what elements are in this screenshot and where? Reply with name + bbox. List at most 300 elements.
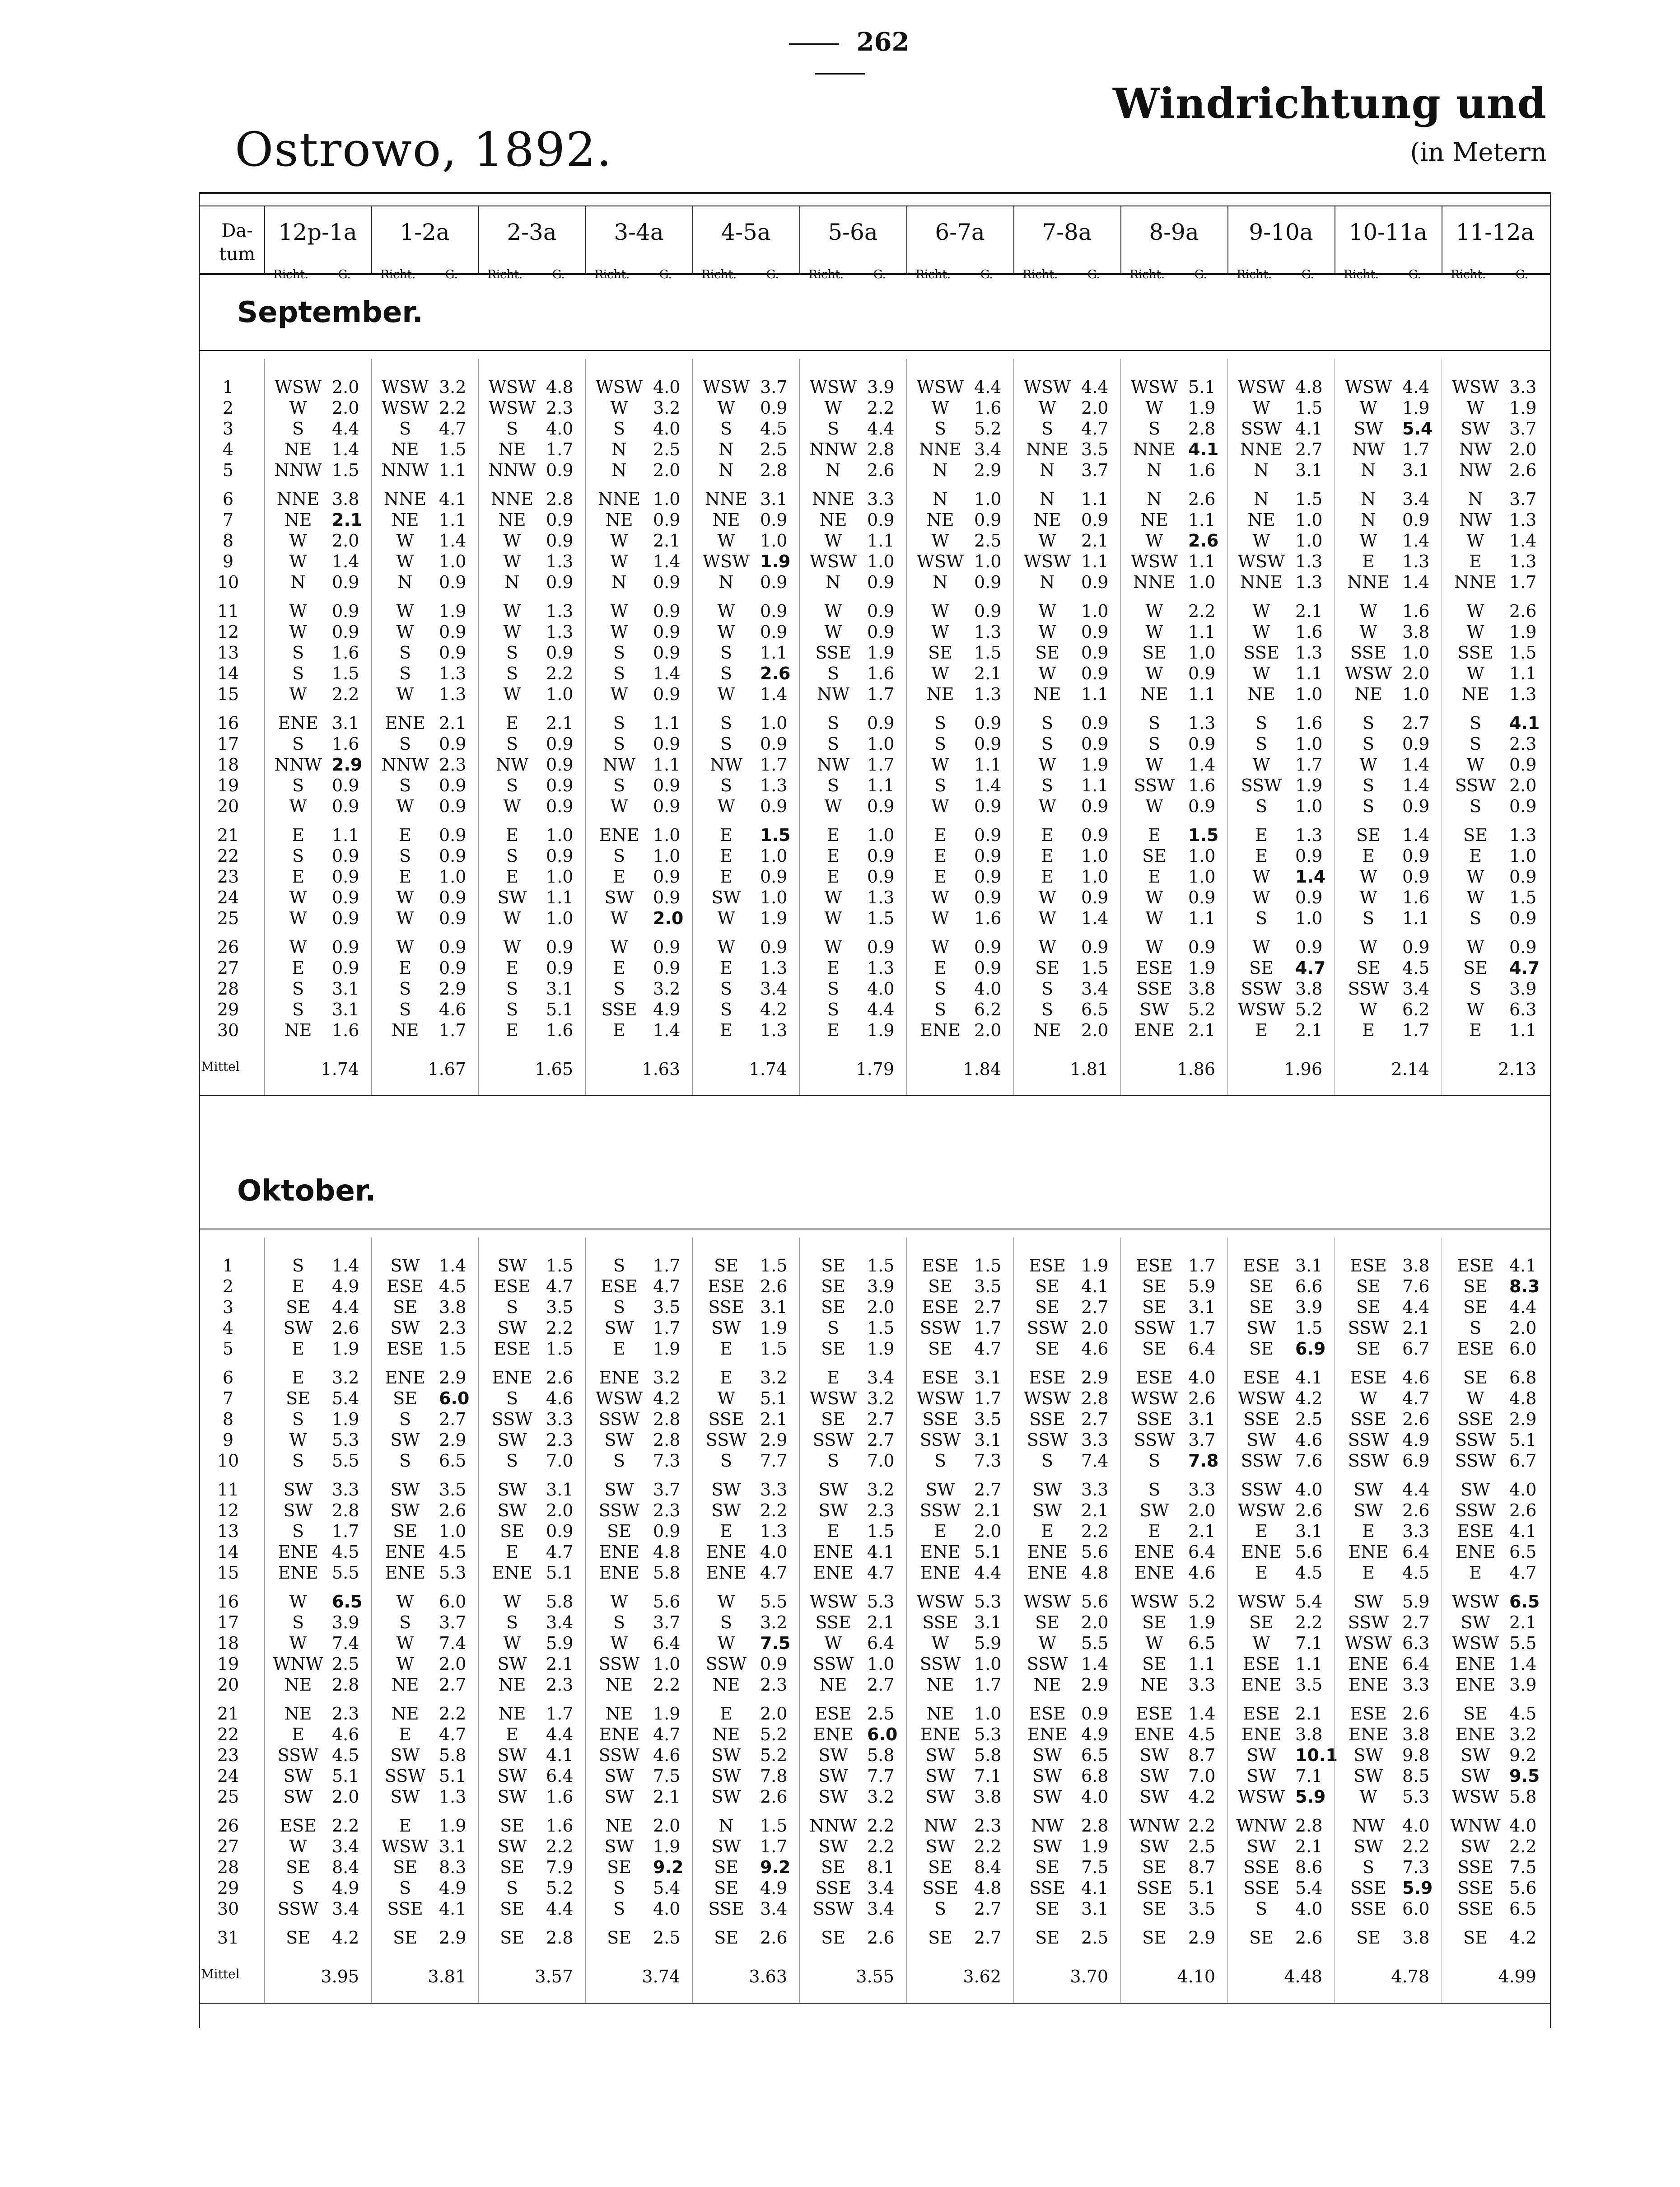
- wind-direction: S: [1255, 713, 1268, 733]
- wind-direction: E: [292, 1276, 304, 1296]
- wind-direction: SE: [286, 1928, 310, 1948]
- wind-speed: 1.0: [760, 713, 788, 733]
- wind-direction: NE: [926, 510, 954, 530]
- wind-speed: 2.6: [1188, 489, 1216, 509]
- wind-cell: [1013, 1409, 1120, 1430]
- wind-direction: E: [399, 958, 411, 978]
- wind-speed: 1.5: [546, 1339, 574, 1359]
- wind-direction: SW: [711, 1318, 741, 1338]
- wind-direction: SSW: [1455, 776, 1496, 795]
- wind-speed: 1.4: [653, 1020, 681, 1040]
- wind-speed: 2.6: [1295, 1500, 1323, 1520]
- day-number: 15: [217, 684, 239, 704]
- wind-direction: NE: [605, 1704, 633, 1724]
- wind-direction: SSW: [598, 1654, 640, 1674]
- wind-cell: [478, 1563, 585, 1584]
- wind-speed: 3.5: [974, 1409, 1002, 1429]
- wind-cell: [906, 1339, 1013, 1360]
- wind-cell: [585, 1837, 692, 1857]
- wind-direction: SSE: [1029, 1409, 1065, 1429]
- wind-cell: [1335, 958, 1442, 979]
- wind-cell: [906, 796, 1013, 817]
- wind-direction: WSW: [916, 1388, 964, 1408]
- wind-cell: [1442, 776, 1549, 796]
- wind-direction: SSW: [277, 1899, 319, 1919]
- wind-speed: 2.7: [1081, 1409, 1109, 1429]
- wind-speed: 1.0: [546, 825, 574, 845]
- wind-speed: 1.9: [1188, 398, 1216, 418]
- wind-direction: W: [931, 937, 949, 957]
- wind-direction: S: [506, 419, 518, 439]
- column-guide: [1013, 359, 1014, 1095]
- wind-direction: WSW: [1130, 377, 1178, 397]
- wind-speed: 2.6: [1402, 1704, 1430, 1724]
- wind-cell: [799, 551, 906, 572]
- wind-cell: [1120, 713, 1227, 734]
- wind-direction: W: [396, 796, 414, 816]
- wind-speed: 5.3: [439, 1563, 467, 1583]
- wind-cell: [906, 1787, 1013, 1808]
- wind-direction: SSW: [919, 1430, 961, 1450]
- wind-cell: [1335, 734, 1442, 755]
- wind-direction: N: [719, 460, 734, 480]
- wind-direction: SW: [497, 888, 527, 907]
- wind-cell: [906, 1928, 1013, 1949]
- column-guide: [906, 1238, 907, 2003]
- wind-direction: NE: [926, 1704, 954, 1724]
- wind-speed: 4.7: [1295, 958, 1326, 978]
- wind-direction: ENE: [599, 1724, 639, 1744]
- wind-cell: [1013, 1563, 1120, 1584]
- wind-cell: [692, 1878, 799, 1899]
- wind-speed: 1.0: [1188, 643, 1216, 663]
- wind-direction: SSW: [705, 1654, 747, 1674]
- wind-direction: SW: [925, 1787, 955, 1807]
- wind-speed: 3.3: [867, 489, 895, 509]
- wind-direction: SW: [1461, 1837, 1490, 1856]
- column-subheader: [478, 268, 585, 281]
- wind-speed: 1.0: [760, 888, 788, 907]
- wind-speed: 3.3: [1081, 1480, 1109, 1500]
- wind-speed: 1.0: [1081, 601, 1109, 621]
- day-number: 8: [222, 531, 234, 551]
- wind-cell: [1120, 377, 1227, 398]
- wind-direction: S: [934, 1451, 947, 1471]
- wind-speed: 2.1: [546, 713, 574, 733]
- wind-cell: [478, 1704, 585, 1724]
- wind-cell: [692, 489, 799, 510]
- wind-speed: 2.1: [974, 664, 1002, 683]
- wind-cell: [906, 1318, 1013, 1339]
- speed-label: G.: [1408, 268, 1421, 281]
- wind-speed: 8.4: [332, 1857, 359, 1877]
- wind-direction: S: [399, 1612, 411, 1632]
- wind-speed: 0.9: [974, 888, 1002, 907]
- wind-speed: 5.2: [1295, 1000, 1323, 1019]
- wind-cell: [264, 1276, 371, 1297]
- wind-direction: WSW: [916, 377, 964, 397]
- wind-speed: 0.9: [439, 846, 467, 866]
- wind-speed: 0.9: [546, 958, 574, 978]
- wind-cell: [906, 958, 1013, 979]
- wind-direction: SSW: [1241, 1451, 1282, 1471]
- wind-cell: [1013, 755, 1120, 776]
- wind-cell: [1013, 734, 1120, 755]
- wind-direction: NW: [602, 755, 636, 775]
- wind-speed: 0.9: [1188, 888, 1216, 907]
- wind-cell: [799, 796, 906, 817]
- wind-cell: [478, 908, 585, 929]
- wind-cell: [1335, 664, 1442, 684]
- wind-speed: 2.0: [332, 377, 359, 397]
- table-row: [199, 398, 1551, 419]
- wind-direction: E: [1041, 867, 1054, 887]
- wind-direction: SE: [1142, 1654, 1167, 1674]
- wind-cell: [1120, 1000, 1227, 1020]
- mittel-value: 3.57: [535, 1967, 573, 1986]
- wind-speed: 0.9: [1509, 755, 1537, 775]
- wind-direction: NNE: [597, 489, 641, 509]
- wind-speed: 2.2: [760, 1500, 788, 1520]
- wind-direction: N: [933, 489, 948, 509]
- wind-cell: [1227, 377, 1335, 398]
- table-row: [199, 510, 1551, 531]
- wind-cell: [478, 643, 585, 664]
- wind-cell: [1442, 1521, 1549, 1542]
- wind-cell: [264, 1318, 371, 1339]
- wind-speed: 1.5: [974, 1256, 1002, 1276]
- wind-direction: SW: [1353, 419, 1383, 439]
- wind-cell: [1442, 1787, 1549, 1808]
- wind-direction: SSE: [1457, 1899, 1493, 1919]
- wind-speed: 6.5: [1509, 1592, 1540, 1612]
- wind-cell: [1335, 1388, 1442, 1409]
- period-label: 9-10a: [1249, 219, 1313, 245]
- wind-direction: SW: [604, 1480, 634, 1500]
- wind-speed: 6.4: [867, 1633, 895, 1653]
- wind-direction: E: [934, 958, 947, 978]
- wind-cell: [799, 1521, 906, 1542]
- wind-direction: ENE: [385, 1542, 425, 1562]
- wind-cell: [692, 684, 799, 705]
- wind-speed: 9.8: [1402, 1745, 1430, 1765]
- wind-direction: SSE: [815, 643, 851, 663]
- wind-cell: [371, 684, 478, 705]
- wind-speed: 1.3: [1295, 572, 1323, 592]
- wind-cell: [692, 1430, 799, 1451]
- wind-direction: ESE: [1350, 1368, 1387, 1388]
- wind-cell: [799, 1704, 906, 1724]
- wind-cell: [264, 1704, 371, 1724]
- wind-speed: 3.3: [1402, 1521, 1430, 1541]
- wind-speed: 1.3: [439, 1787, 467, 1807]
- wind-direction: E: [1255, 1563, 1268, 1583]
- wind-speed: 6.0: [867, 1724, 898, 1744]
- wind-cell: [264, 1368, 371, 1388]
- wind-speed: 1.6: [332, 1020, 359, 1040]
- wind-cell: [906, 551, 1013, 572]
- wind-cell: [799, 419, 906, 439]
- wind-speed: 2.3: [332, 1704, 359, 1724]
- wind-cell: [1227, 1368, 1335, 1388]
- wind-cell: [478, 1542, 585, 1563]
- wind-direction: E: [827, 846, 840, 866]
- wind-direction: E: [1469, 551, 1482, 571]
- wind-speed: 3.7: [1509, 419, 1537, 439]
- wind-direction: W: [1038, 398, 1056, 418]
- wind-cell: [1013, 1899, 1120, 1920]
- wind-direction: WSW: [595, 1388, 643, 1408]
- wind-cell: [1335, 1451, 1442, 1472]
- wind-cell: [1120, 937, 1227, 958]
- wind-direction: SW: [1139, 1837, 1169, 1856]
- table-row: [199, 846, 1551, 867]
- wind-direction: W: [1359, 1000, 1377, 1019]
- wind-speed: 8.3: [1509, 1276, 1540, 1296]
- wind-cell: [1013, 888, 1120, 908]
- wind-cell: [799, 1256, 906, 1276]
- wind-cell: [799, 867, 906, 888]
- wind-direction: SW: [1461, 1766, 1490, 1786]
- column-guide: [1227, 359, 1228, 1095]
- wind-speed: 4.4: [1402, 1297, 1430, 1317]
- wind-direction: S: [399, 846, 411, 866]
- wind-direction: SE: [500, 1816, 524, 1836]
- wind-cell: [371, 1816, 478, 1837]
- wind-direction: W: [610, 551, 628, 571]
- wind-direction: ENE: [1455, 1675, 1496, 1695]
- wind-speed: 0.9: [1081, 713, 1109, 733]
- wind-direction: W: [1359, 867, 1377, 887]
- wind-speed: 0.9: [1081, 622, 1109, 642]
- wind-cell: [371, 551, 478, 572]
- period-header: [1442, 210, 1549, 280]
- wind-direction: W: [1466, 531, 1484, 551]
- wind-speed: 2.2: [1295, 1612, 1323, 1632]
- wind-speed: 5.8: [1509, 1787, 1537, 1807]
- wind-speed: 1.1: [867, 531, 895, 551]
- wind-direction: SE: [1035, 1276, 1059, 1296]
- wind-cell: [1227, 1563, 1335, 1584]
- wind-speed: 4.7: [653, 1724, 681, 1744]
- wind-direction: S: [720, 713, 733, 733]
- wind-speed: 2.2: [332, 1816, 359, 1836]
- wind-cell: [799, 1276, 906, 1297]
- wind-speed: 2.8: [760, 460, 788, 480]
- wind-cell: [585, 377, 692, 398]
- wind-cell: [371, 776, 478, 796]
- wind-cell: [264, 419, 371, 439]
- wind-direction: W: [289, 1633, 307, 1653]
- wind-speed: 4.5: [1295, 1563, 1323, 1583]
- wind-speed: 1.4: [974, 776, 1002, 795]
- wind-direction: W: [931, 796, 949, 816]
- wind-cell: [1120, 684, 1227, 705]
- wind-cell: [1442, 1878, 1549, 1899]
- wind-direction: N: [1361, 489, 1376, 509]
- wind-cell: [1442, 551, 1549, 572]
- wind-speed: 2.0: [974, 1521, 1002, 1541]
- wind-direction: S: [399, 643, 411, 663]
- wind-cell: [478, 489, 585, 510]
- wind-speed: 5.5: [760, 1592, 788, 1612]
- wind-speed: 6.8: [1081, 1766, 1109, 1786]
- wind-cell: [478, 825, 585, 846]
- mittel-value: 1.86: [1177, 1059, 1215, 1079]
- wind-speed: 2.0: [439, 1654, 467, 1674]
- wind-speed: 3.4: [1402, 979, 1430, 999]
- wind-cell: [692, 664, 799, 684]
- wind-cell: [264, 734, 371, 755]
- wind-speed: 3.9: [332, 1612, 359, 1632]
- wind-speed: 5.1: [1188, 377, 1216, 397]
- wind-direction: S: [934, 419, 947, 439]
- wind-speed: 0.9: [974, 825, 1002, 845]
- table-row: [199, 1542, 1551, 1563]
- wind-cell: [1120, 1480, 1227, 1500]
- wind-direction: W: [1038, 755, 1056, 775]
- wind-speed: 2.3: [546, 1430, 574, 1450]
- wind-cell: [1335, 1256, 1442, 1276]
- wind-direction: ESE: [280, 1816, 317, 1836]
- wind-speed: 1.6: [332, 734, 359, 754]
- wind-direction: NE: [284, 439, 312, 459]
- wind-direction: ENE: [920, 1563, 961, 1583]
- wind-cell: [799, 1480, 906, 1500]
- wind-cell: [1120, 1318, 1227, 1339]
- wind-speed: 4.9: [760, 1878, 788, 1898]
- wind-speed: 6.2: [974, 1000, 1002, 1019]
- wind-speed: 2.7: [439, 1409, 467, 1429]
- wind-cell: [1442, 1899, 1549, 1920]
- wind-direction: W: [503, 1592, 521, 1612]
- wind-speed: 1.1: [439, 460, 467, 480]
- wind-direction: ENE: [1134, 1724, 1175, 1744]
- wind-cell: [1442, 1654, 1549, 1675]
- wind-speed: 2.0: [760, 1704, 788, 1724]
- wind-cell: [478, 601, 585, 622]
- wind-speed: 0.9: [867, 601, 895, 621]
- wind-direction: WSW: [1130, 1388, 1178, 1408]
- wind-direction: SE: [1356, 1297, 1381, 1317]
- wind-cell: [692, 1542, 799, 1563]
- wind-cell: [1013, 1675, 1120, 1696]
- wind-cell: [692, 713, 799, 734]
- wind-speed: 4.7: [653, 1276, 681, 1296]
- wind-direction: W: [1466, 1000, 1484, 1019]
- wind-cell: [1227, 1837, 1335, 1857]
- wind-direction: W: [931, 755, 949, 775]
- wind-speed: 1.3: [546, 551, 574, 571]
- wind-cell: [1227, 734, 1335, 755]
- wind-cell: [585, 846, 692, 867]
- wind-speed: 1.6: [546, 1020, 574, 1040]
- wind-speed: 4.1: [546, 1745, 574, 1765]
- wind-speed: 0.9: [974, 958, 1002, 978]
- wind-cell: [1013, 1000, 1120, 1020]
- wind-speed: 4.6: [546, 1388, 574, 1408]
- wind-speed: 2.3: [546, 398, 574, 418]
- wind-speed: 3.2: [1509, 1724, 1537, 1744]
- wind-cell: [1120, 551, 1227, 572]
- table-row: [199, 1297, 1551, 1318]
- wind-direction: W: [1252, 664, 1270, 683]
- wind-direction: ENE: [1134, 1542, 1175, 1562]
- wind-speed: 0.9: [867, 572, 895, 592]
- wind-direction: W: [1359, 601, 1377, 621]
- wind-speed: 0.9: [332, 888, 359, 907]
- wind-speed: 8.5: [1402, 1766, 1430, 1786]
- wind-direction: ENE: [278, 713, 318, 733]
- table-row: [199, 937, 1551, 958]
- wind-cell: [371, 510, 478, 531]
- day-number: 2: [222, 398, 234, 418]
- period-header: [264, 210, 371, 280]
- wind-direction: SW: [925, 1745, 955, 1765]
- wind-direction: E: [506, 867, 518, 887]
- wind-cell: [478, 377, 585, 398]
- wind-direction: S: [506, 643, 518, 663]
- wind-direction: ESE: [1029, 1256, 1066, 1276]
- wind-speed: 4.5: [1402, 1563, 1430, 1583]
- wind-speed: 2.3: [867, 1500, 895, 1520]
- wind-cell: [478, 664, 585, 684]
- wind-cell: [1335, 1430, 1442, 1451]
- wind-direction: WSW: [1023, 551, 1071, 571]
- wind-cell: [1335, 776, 1442, 796]
- day-number: 29: [217, 1878, 239, 1898]
- table-row: [199, 643, 1551, 664]
- wind-direction: N: [719, 572, 734, 592]
- wind-direction: WSW: [1451, 1633, 1499, 1653]
- wind-direction: ENE: [1241, 1724, 1282, 1744]
- wind-direction: W: [1145, 796, 1163, 816]
- table-row: [199, 908, 1551, 929]
- wind-cell: [1227, 776, 1335, 796]
- wind-cell: [1120, 643, 1227, 664]
- wind-direction: NE: [498, 439, 526, 459]
- wind-direction: SE: [1463, 1704, 1488, 1724]
- wind-direction: NW: [1459, 460, 1492, 480]
- wind-speed: 4.2: [1295, 1388, 1323, 1408]
- wind-cell: [371, 1899, 478, 1920]
- wind-speed: 5.6: [1081, 1592, 1109, 1612]
- wind-speed: 1.7: [1188, 1318, 1216, 1338]
- wind-direction: S: [292, 1451, 304, 1471]
- table-row: [199, 958, 1551, 979]
- wind-direction: S: [613, 1451, 625, 1471]
- wind-speed: 3.2: [653, 398, 681, 418]
- wind-cell: [585, 398, 692, 419]
- wind-cell: [1442, 1409, 1549, 1430]
- wind-direction: SSW: [598, 1409, 640, 1429]
- wind-cell: [1335, 531, 1442, 551]
- wind-direction: ESE: [1457, 1256, 1494, 1276]
- wind-speed: 1.1: [1188, 622, 1216, 642]
- wind-direction: SE: [607, 1521, 631, 1541]
- speed-label: G.: [552, 268, 565, 281]
- wind-cell: [371, 1878, 478, 1899]
- wind-direction: W: [717, 531, 735, 551]
- wind-speed: 3.8: [1402, 622, 1430, 642]
- wind-cell: [1227, 888, 1335, 908]
- wind-direction: W: [610, 1592, 628, 1612]
- wind-cell: [585, 1297, 692, 1318]
- wind-cell: [371, 460, 478, 481]
- direction-label: Richt.: [380, 268, 416, 281]
- wind-speed: 2.7: [974, 1297, 1002, 1317]
- wind-cell: [799, 1318, 906, 1339]
